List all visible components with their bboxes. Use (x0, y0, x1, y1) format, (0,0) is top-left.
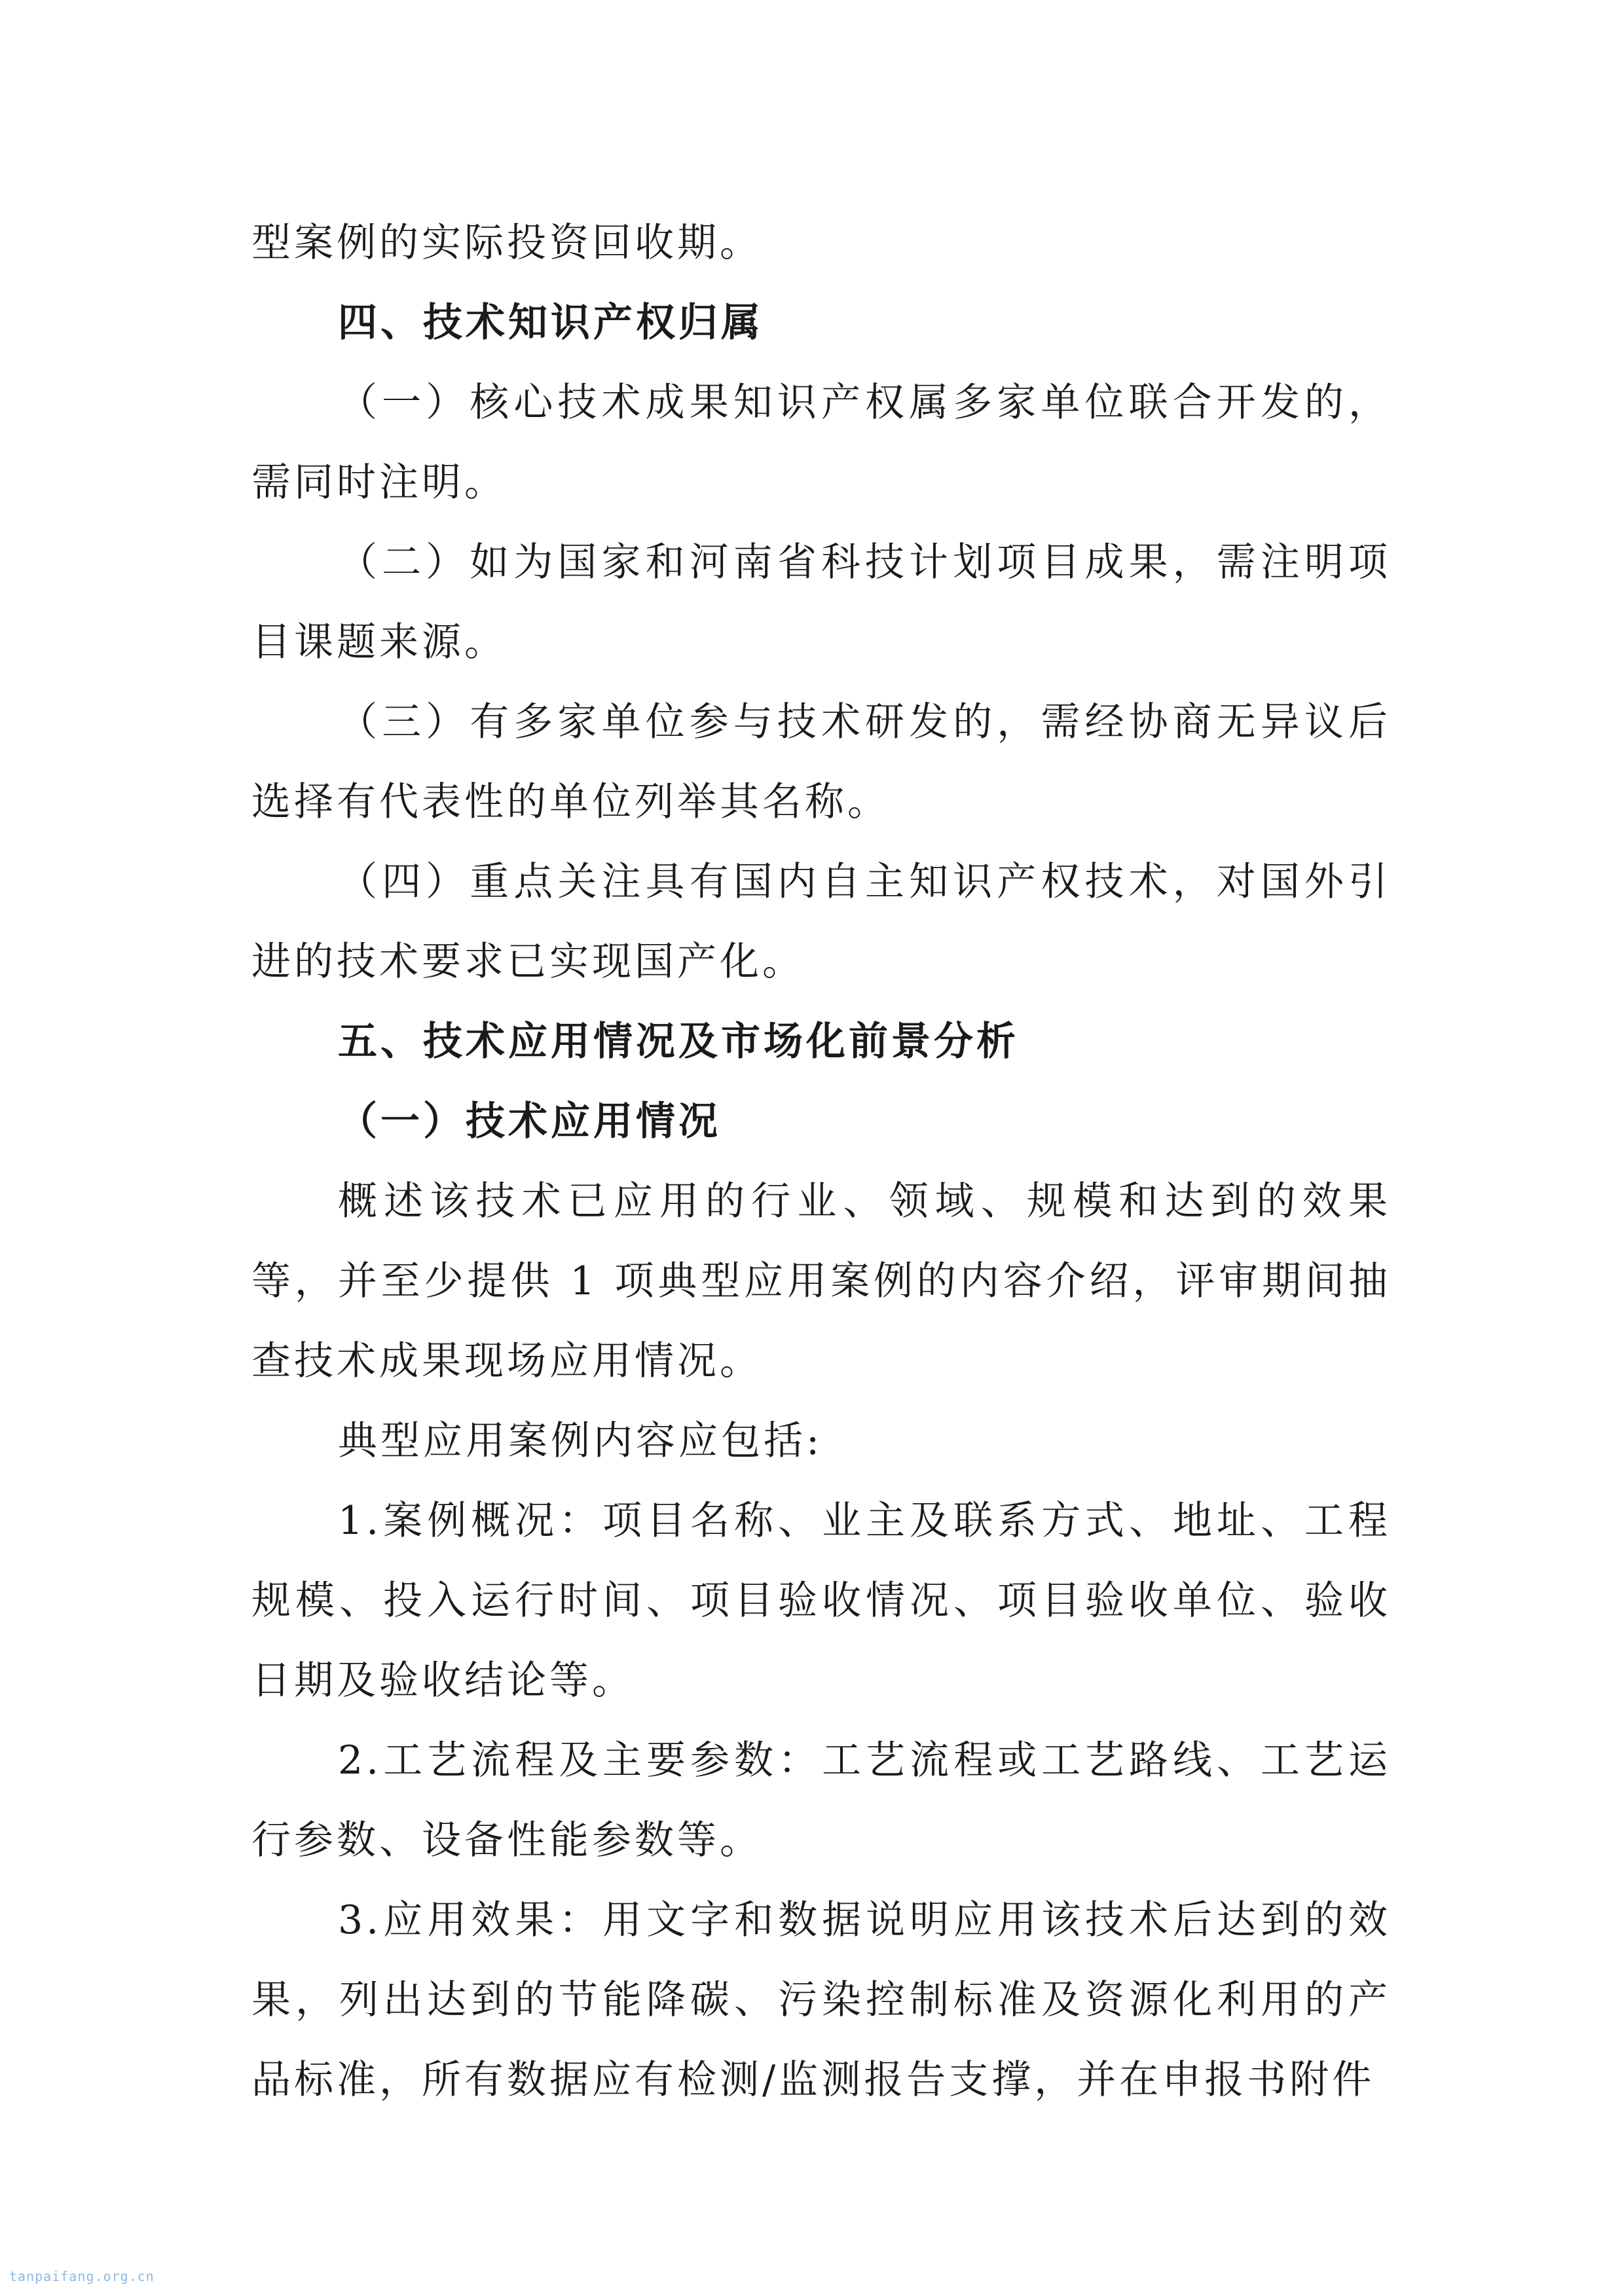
paragraph: （三）有多家单位参与技术研发的，需经协商无异议后选择有代表性的单位列举其名称。 (251, 699, 1391, 825)
watermark: tanpaifang.org.cn (9, 2269, 155, 2284)
document-body (251, 203, 1391, 2120)
subsection-heading: （一）技术应用情况 (338, 1099, 721, 1144)
paragraph: 2.工艺流程及主要参数：工艺流程或工艺路线、工艺运行参数、设备性能参数等。 (251, 1738, 1391, 1863)
section-heading: 四、技术知识产权归属 (338, 300, 764, 346)
paragraph: 型案例的实际投资回收期。 (251, 220, 762, 266)
paragraph: 1.案例概况：项目名称、业主及联系方式、地址、工程规模、投入运行时间、项目验收情况、项目验收单位、验收日期及验收结论等。 (251, 1498, 1391, 1704)
paragraph: （四）重点关注具有国内自主知识产权技术，对国外引进的技术要求已实现国产化。 (251, 859, 1391, 985)
paragraph: （一）核心技术成果知识产权属多家单位联合开发的，需同时注明。 (251, 380, 1391, 505)
paragraph: （二）如为国家和河南省科技计划项目成果，需注明项目课题来源。 (251, 539, 1391, 665)
paragraph: 概述该技术已应用的行业、领域、规模和达到的效果等，并至少提供 1 项典型应用案例的内容介绍，评审期间抽查技术成果现场应用情况。 (251, 1178, 1391, 1384)
paragraph: 3.应用效果：用文字和数据说明应用该技术后达到的效果，列出达到的节能降碳、污染控制标准及资源化利用的产品标准，所有数据应有检测/监测报告支撑，并在申报书附件 (251, 1897, 1391, 2103)
section-heading: 五、技术应用情况及市场化前景分析 (338, 1019, 1019, 1065)
paragraph: 典型应用案例内容应包括: (338, 1418, 823, 1464)
